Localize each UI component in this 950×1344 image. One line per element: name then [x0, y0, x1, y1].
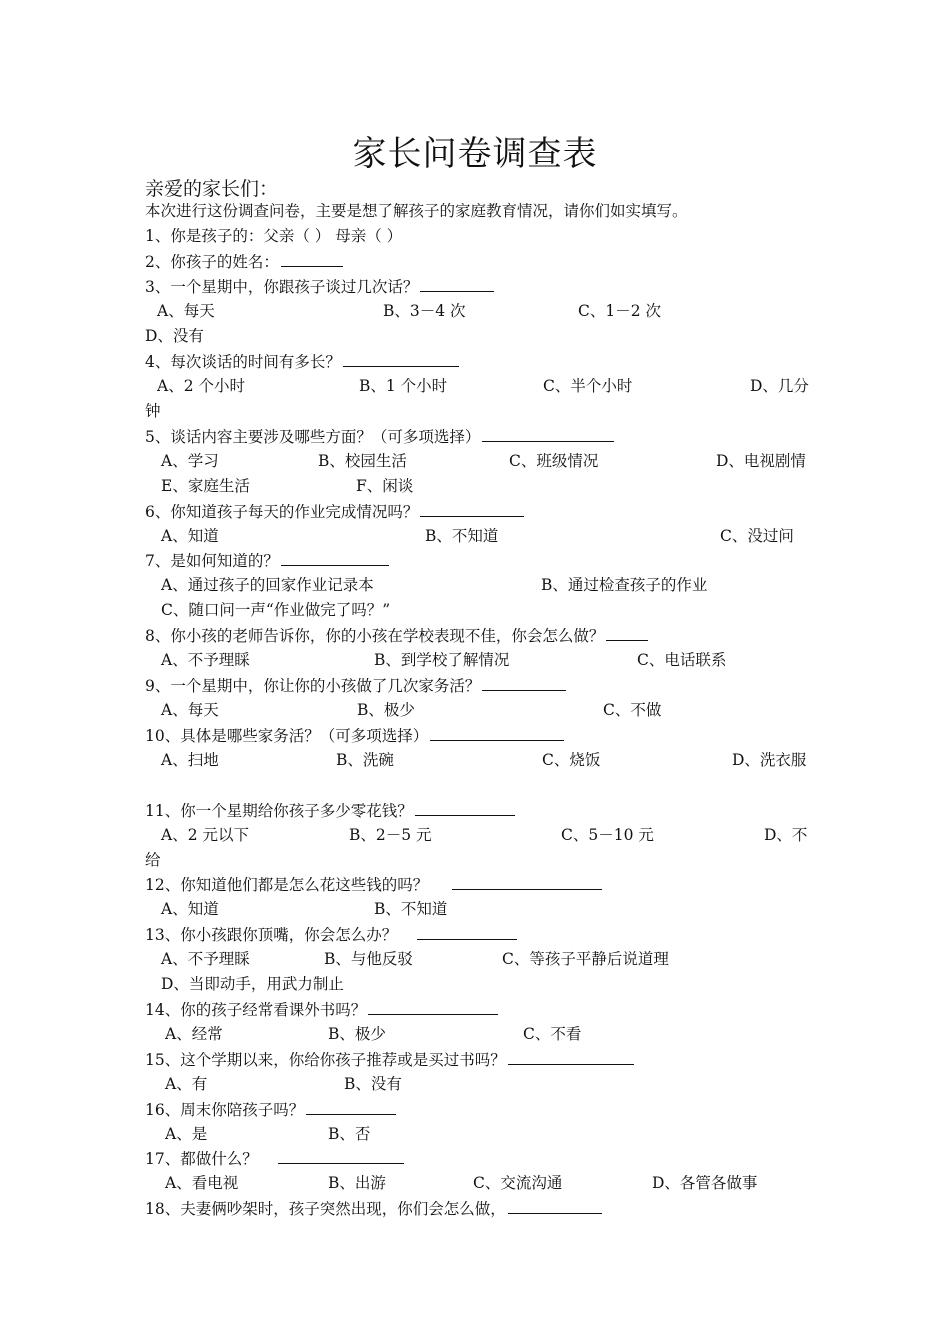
question-12	[145, 874, 602, 895]
question-13	[145, 924, 517, 945]
question-7-text: 7、是如何知道的？	[145, 552, 279, 570]
option: C、1－2 次	[578, 302, 662, 320]
option: A、扫地	[161, 751, 219, 769]
option: B、否	[328, 1125, 371, 1143]
option: B、洗碗	[336, 751, 394, 769]
question-10-text: 10、具体是哪些家务活？（可多项选择）	[145, 727, 429, 745]
answer-blank[interactable]	[368, 999, 498, 1015]
option: C、电话联系	[637, 651, 727, 669]
option: A、学习	[161, 452, 219, 470]
option-continuation: 给	[145, 851, 161, 869]
option: A、不予理睬	[161, 950, 250, 968]
question-9-text: 9、一个星期中，你让你的小孩做了几次家务活？	[145, 677, 481, 695]
option: B、没有	[344, 1075, 402, 1093]
question-3	[145, 276, 494, 297]
option: B、校园生活	[318, 452, 407, 470]
option: B、2－5 元	[349, 826, 432, 844]
option: A、2 个小时	[157, 377, 245, 395]
answer-blank[interactable]	[306, 1099, 396, 1115]
answer-blank[interactable]	[606, 625, 648, 641]
answer-blank[interactable]	[508, 1198, 602, 1214]
option: D、各管各做事	[652, 1174, 758, 1192]
option: A、知道	[161, 527, 219, 545]
question-2	[145, 251, 343, 272]
option: A、2 元以下	[161, 826, 249, 844]
answer-blank[interactable]	[343, 351, 459, 367]
question-16	[145, 1099, 396, 1120]
option: C、半个小时	[543, 377, 633, 395]
option: B、极少	[328, 1025, 386, 1043]
question-11-text: 11、你一个星期给你孩子多少零花钱？	[145, 802, 413, 820]
question-13-text: 13、你小孩跟你顶嘴，你会怎么办？	[145, 926, 398, 944]
question-14-text: 14、你的孩子经常看课外书吗？	[145, 1001, 367, 1019]
option: B、通过检查孩子的作业	[541, 576, 708, 594]
option: B、不知道	[425, 527, 499, 545]
option: C、不看	[523, 1025, 582, 1043]
intro-text: 本次进行这份调查问卷，主要是想了解孩子的家庭教育情况，请你们如实填写。	[145, 202, 688, 220]
option: D、没有	[145, 327, 204, 345]
question-11	[145, 800, 515, 821]
answer-blank[interactable]	[482, 675, 566, 691]
option-continuation: 钟	[145, 402, 161, 420]
answer-blank[interactable]	[415, 800, 515, 816]
question-5-text: 5、谈话内容主要涉及哪些方面？（可多项选择）	[145, 428, 481, 446]
answer-blank[interactable]	[430, 725, 564, 741]
option: A、每天	[157, 302, 215, 320]
option: C、5－10 元	[561, 826, 654, 844]
question-12-text: 12、你知道他们都是怎么花这些钱的吗？	[145, 876, 429, 894]
page-title: 家长问卷调查表	[352, 134, 598, 174]
answer-blank[interactable]	[281, 251, 343, 267]
option: B、1 个小时	[359, 377, 448, 395]
question-18	[145, 1198, 602, 1219]
question-9	[145, 675, 566, 696]
question-14	[145, 999, 498, 1020]
option: B、极少	[357, 701, 415, 719]
option: B、3－4 次	[383, 302, 466, 320]
option: D、当即动手，用武力制止	[161, 975, 344, 993]
option: D、不	[764, 826, 808, 844]
option: C、不做	[603, 701, 662, 719]
option: C、随口问一声“作业做完了吗？”	[161, 601, 391, 619]
option: C、班级情况	[509, 452, 599, 470]
question-3-text: 3、一个星期中，你跟孩子谈过几次话？	[145, 278, 419, 296]
option: C、没过问	[720, 527, 794, 545]
option: A、有	[165, 1075, 208, 1093]
question-8	[145, 625, 648, 646]
answer-blank[interactable]	[281, 550, 389, 566]
option: A、不予理睬	[161, 651, 250, 669]
question-2-text: 2、你孩子的姓名：	[145, 253, 279, 271]
answer-blank[interactable]	[420, 276, 494, 292]
option: D、几分	[750, 377, 809, 395]
question-6	[145, 501, 524, 522]
question-17-text: 17、都做什么？	[145, 1150, 258, 1168]
option: E、家庭生活	[161, 477, 250, 495]
option: B、与他反驳	[324, 950, 413, 968]
option: B、到学校了解情况	[374, 651, 510, 669]
answer-blank[interactable]	[417, 924, 517, 940]
question-6-text: 6、你知道孩子每天的作业完成情况吗？	[145, 503, 419, 521]
question-16-text: 16、周末你陪孩子吗？	[145, 1101, 305, 1119]
option: B、不知道	[374, 900, 448, 918]
answer-blank[interactable]	[508, 1049, 634, 1065]
greeting: 亲爱的家长们：	[145, 178, 279, 200]
question-4	[145, 351, 459, 372]
answer-blank[interactable]	[452, 874, 602, 890]
option: F、闲谈	[356, 477, 414, 495]
option: A、经常	[165, 1025, 223, 1043]
question-10	[145, 725, 564, 746]
answer-blank[interactable]	[482, 426, 614, 442]
answer-blank[interactable]	[420, 501, 524, 517]
answer-blank[interactable]	[278, 1148, 404, 1164]
option: A、看电视	[165, 1174, 239, 1192]
question-15-text: 15、这个学期以来，你给你孩子推荐或是买过书吗？	[145, 1051, 506, 1069]
question-8-text: 8、你小孩的老师告诉你，你的小孩在学校表现不佳，你会怎么做？	[145, 627, 605, 645]
option: A、每天	[161, 701, 219, 719]
option: C、烧饭	[542, 751, 601, 769]
question-5	[145, 426, 614, 447]
question-4-text: 4、每次谈话的时间有多长？	[145, 353, 341, 371]
option: D、洗衣服	[732, 751, 807, 769]
option: D、电视剧情	[716, 452, 806, 470]
option: C、交流沟通	[473, 1174, 563, 1192]
question-1: 1、你是孩子的：父亲（ ） 母亲（ ）	[145, 227, 403, 245]
question-18-text: 18、夫妻俩吵架时，孩子突然出现，你们会怎么做，	[145, 1200, 506, 1218]
option: A、是	[165, 1125, 208, 1143]
option: A、通过孩子的回家作业记录本	[161, 576, 374, 594]
question-17	[145, 1148, 404, 1169]
option: B、出游	[328, 1174, 386, 1192]
question-7	[145, 550, 389, 571]
question-15	[145, 1049, 634, 1070]
option: A、知道	[161, 900, 219, 918]
option: C、等孩子平静后说道理	[502, 950, 669, 968]
